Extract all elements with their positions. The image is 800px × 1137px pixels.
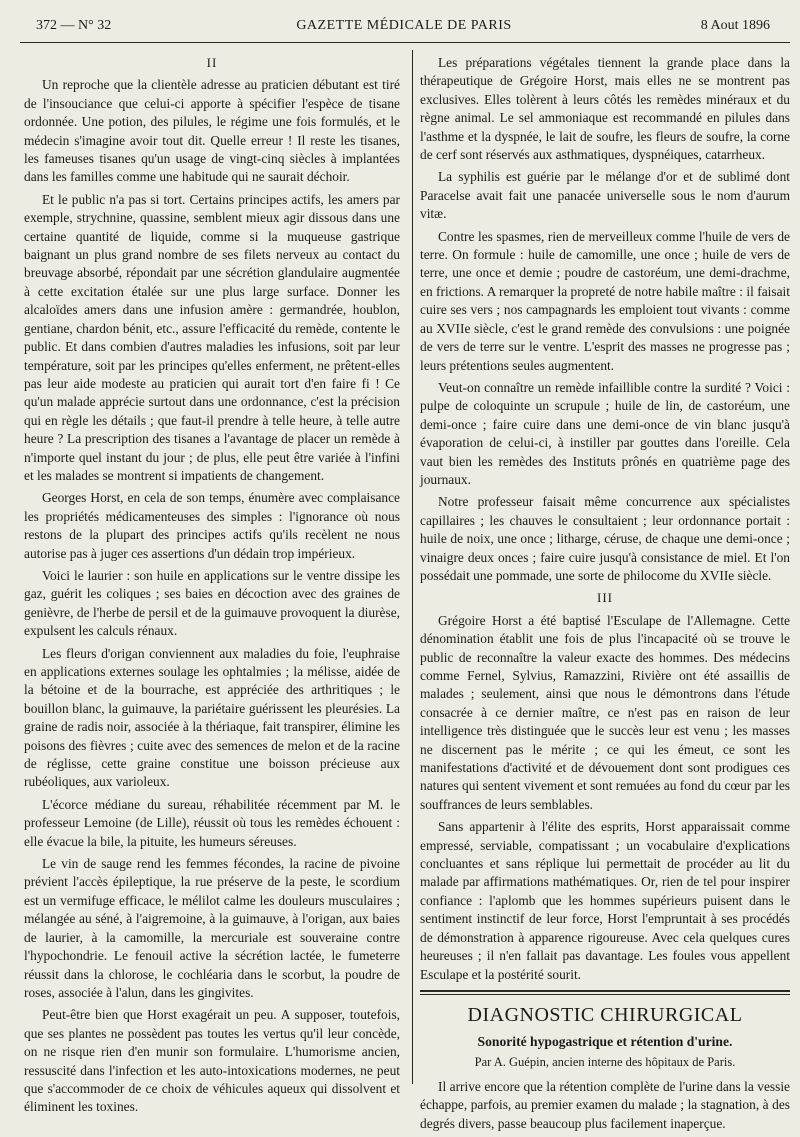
paragraph: La syphilis est guérie par le mélange d'or et de sublimé dont Paracelse avait fait une panacée universelle sous le nom d'aurum vitæ.: [420, 169, 790, 222]
section-heading: III: [597, 590, 613, 606]
paragraph: L'écorce médiane du sureau, réhabilitée récemment par M. le professeur Lemoine (de Lille), réussit où tous les remèdes échouent : elle évacue la bile, la pituite, les humeurs séreuses.: [24, 796, 400, 849]
article-rule-thin: [420, 994, 790, 995]
paragraph: Et le public n'a pas si tort. Certains principes actifs, les amers par exemple, strychnine, quassine, semblent mieux agir dissous dans une certaine quantité de liquide, comme si la muqueuse gastrique baignant un plus grand nombre de ses filets nerveux au contact du breuvage absorbé, répondait par une sécrétion glandulaire augmentée à cette excitation étalée sur une plus large surface. Donner les alcaloïdes amers dans une infusion amère : germandrée, houblon, gentiane, chardon bénit, etc., assure l'efficacité du remède, contente le public. Et dans combien d'autres maladies les infusions, soit par leur température, soit par les principes qu'elles enferment, ne prêtent-elles pas leur aide modeste au praticien qui aurait tort d'en faire fi ! Ce qu'un malade apprécie surtout dans une ordonnance, c'est la précision qui en règle les détails ; que faut-il prendre à telle heure, à telle autre heure ? La prescription des tisanes a l'avantage de placer un remède à n'importe quel instant du jour ; de plus, elle peut être variée à l'infini et les malades se montrent si impatients de changement.: [24, 191, 400, 483]
paragraph: Grégoire Horst a été baptisé l'Esculape de l'Allemagne. Cette dénomination établit une fois de plus l'incapacité où se trouve le public de reconnaître la valeur exacte des hommes. Des médecins comme Fernel, Sylvius, Ramazzini, Rivière ont été assaillis de malades ; seulement, ainsi que nous le démontrons dans l'étude consacrée à ce dernier maître, ce n'est pas en raison de leur intelligence très distinguée que le succès leur est venu ; les masses ne discernent pas le mérite ; ce qui les émeut, ce sont les manifestations d'activité et de dévouement dont sont prodigues ces natures qui sentent vivement et sont remuées au fond du cœur par les souffrances de leurs semblables.: [420, 612, 790, 812]
article-title: DIAGNOSTIC CHIRURGICAL: [467, 1003, 743, 1026]
left-column: [24, 54, 400, 1121]
section-heading: II: [206, 55, 218, 70]
header-rule: [20, 42, 790, 43]
paragraph: Voici le laurier : son huile en applications sur le ventre dissipe les gaz, guérit les coliques ; ses baies en décoction avec des graines de genièvre, de l'herbe de persil et de la guimauve provoquent la diurèse, expulsent les calculs rénaux.: [24, 567, 400, 639]
column-divider: [412, 50, 413, 1084]
article-subtitle: Sonorité hypogastrique et rétention d'urine.: [477, 1033, 733, 1049]
page-number: 372 — N° 32: [36, 18, 112, 33]
paragraph: Georges Horst, en cela de son temps, énumère avec complaisance les propriétés médicamenteuses des simples : l'ignorance où nous restons de la plupart des principes actifs qu'ils recèlent ne nous autorise pas à juger ces assertions d'un dédain trop impérieux.: [24, 490, 400, 561]
page-header: [20, 16, 788, 38]
article-rule-thick: [420, 990, 790, 992]
paragraph: Peut-être bien que Horst exagérait un peu. A supposer, toutefois, que ses plantes ne possèdent pas toutes les vertus qu'il leur concède, on ne risque rien d'en munir son formulaire. L'humorisme ancien, ressuscité dans l'infection et les auto-intoxications modernes, ne peut que s'accommoder de ce choix de véhicules aqueux qui dissolvent et éliminent les toxines.: [24, 1007, 400, 1115]
journal-title: GAZETTE MÉDICALE DE PARIS: [296, 18, 512, 33]
paragraph: Les préparations végétales tiennent la grande place dans la thérapeutique de Grégoire Horst, mais elles ne se montrent pas exclusives. Elles tolèrent à leurs côtés les remèdes minéraux et du règne animal. Le sel ammoniaque est recommandé en pilules dans l'asthme et la dyspnée, le lait de soufre, les fleurs de soufre, la corne de cerf sont réservés aux asthmatiques, dyspnéiques, catarrheux.: [420, 55, 790, 163]
paragraph: Les fleurs d'origan conviennent aux maladies du foie, l'euphraise en applications externes soulage les ophtalmies ; la mélisse, aidée de la bétoine et de la bourrache, est appréciée des arthritiques ; le bouillon blanc, la guimauve, la pariétaire guérissent les pleurésies. La graine de radis noir, associée à la thériaque, fait transpirer, élimine les poisons des fièvres ; cuite avec des semences de melon et de la racine de réglisse, cette graine constitue une boisson précieuse aux rubéoliques, aux varioleux.: [24, 645, 400, 790]
paragraph: Contre les spasmes, rien de merveilleux comme l'huile de vers de terre. On formule : huile de camomille, une once ; huile de vers de terre, une once et demie ; poudre de castoréum, une demi-drachme, en frictions. A remarquer la propreté de notre habile maître : il faisait cuire ses vers ; nos campagnards les emploient tout vivants : comme au XVIIe siècle, c'est le grand remède des convulsions : une poignée de vers de terre sur le ventre. L'esprit des masses ne progresse pas ; leurs prétentions seules augmentent.: [420, 228, 790, 373]
right-column: [420, 54, 790, 1137]
paragraph: Il arrive encore que la rétention complète de l'urine dans la vessie échappe, parfois, au premier examen du malade ; la stagnation, à des degrés divers, passe beaucoup plus facilement inaperçue.: [420, 1078, 790, 1131]
paragraph: Le vin de sauge rend les femmes fécondes, la racine de pivoine prévient l'accès épileptique, la rue préserve de la peste, le scordium est un vermifuge efficace, le mélilot calme les douleurs musculaires ; mélangée au séné, à l'aigremoine, à la guimauve, à l'origan, aux baies de laurier, à la camomille, la mercuriale est souveraine contre l'hypochondrie. Le fenouil active la sécrétion lactée, le fumeterre réussit dans la chlorose, le cochléaria dans le scorbut, la poudre de roses, associée à l'alun, dans les gingivites.: [24, 856, 400, 1000]
paragraph: Sans appartenir à l'élite des esprits, Horst apparaissait comme empressé, serviable, compatissant ; un vocabulaire d'explications concluantes et sans réplique lui permettait de procéder au lit du malade par affirmations mathématiques. Or, rien de tel pour inspirer confiance : l'aplomb que les hommes supérieurs puisent dans le sentiment instinctif de leur force, Horst l'empruntait à ses procédés de démonstration à apparence rigoureuse. Avec cela quelques cures heureuses ; il n'en fallait pas davantage. Les foules vous appellent Esculape et la postérité sourit.: [420, 819, 790, 982]
paragraph: Veut-on connaître un remède infaillible contre la surdité ? Voici : pulpe de coloquinte un scrupule ; huile de lin, de castoréum, une demi-once ; faire cuire dans une demi-once de vin blanc jusqu'à évaporation de celui-ci, à instiller par gouttes dans l'oreille. Cela vaut bien les remèdes des Instituts prônés en quatrième page des journaux.: [420, 379, 790, 487]
issue-date: 8 Aout 1896: [700, 18, 770, 33]
paragraph: Un reproche que la clientèle adresse au praticien débutant est tiré de l'insouciance que celui-ci apporte à spécifier l'espèce de tisane ordonnée. Une potion, des pilules, le régime une fois formulés, et le médecin s'imagine avoir tout dit. Quelle erreur ! Il reste les tisanes, les fameuses tisanes qu'un usage de vingt-cinq siècles à implantées dans les familles comme une habitude qui ne saurait déchoir.: [24, 77, 400, 185]
article-byline: Par A. Guépin, ancien interne des hôpitaux de Paris.: [474, 1055, 736, 1070]
paragraph: Notre professeur faisait même concurrence aux spécialistes capillaires ; les chauves le consultaient ; leur ordonnance portait : huile de noix, une once ; litharge, céruse, de chaque une demi-once ; vinaigre deux onces ; faire cuire jusqu'à consistance de miel. Et l'on possédait une pommade, une sorte de philocome du XVIIe siècle.: [420, 494, 790, 583]
